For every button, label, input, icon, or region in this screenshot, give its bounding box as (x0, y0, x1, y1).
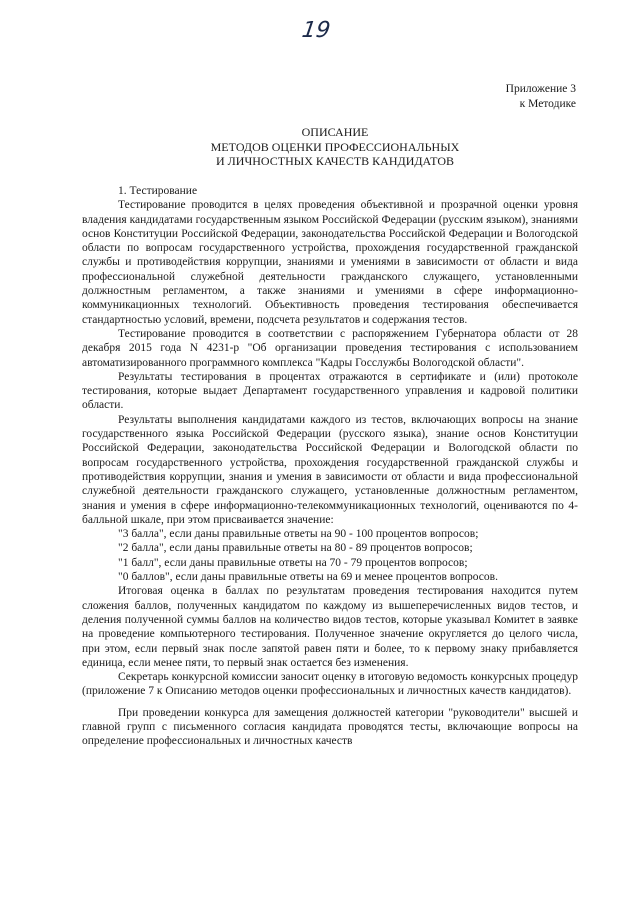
paragraph-leaders-tests: При проведении конкурса для замещения должностей категории "руководители" высшей и главной групп с письменного согласия кандидата проводятся тесты, включающие вопросы на определение профессиональных и личностных качеств (82, 706, 578, 748)
appendix-reference (506, 82, 576, 112)
paragraph-testing-results: Результаты тестирования в процентах отражаются в сертификате и (или) протоколе тестирования, которые выдает Департамент государственного управления и кадровой политики области. (82, 370, 578, 412)
appendix-line-2: к Методике (519, 98, 576, 110)
appendix-line-1: Приложение 3 (505, 83, 576, 95)
score-item: "3 балла", если даны правильные ответы на 90 - 100 процентов вопросов; (118, 528, 479, 541)
score-item: "1 балл", если даны правильные ответы на 70 - 79 процентов вопросов; (118, 556, 468, 569)
paragraph-scoring-scale: Результаты выполнения кандидатами каждого из тестов, включающих вопросы на знание государственного языка Российской Федерации (русского языка), знание основ Конституции Российской Федерации, законодательства Российской Федерации и Вологодской области по вопросам государственного устройства, прохождения государственной гражданской службы и противодействия коррупции, знания и умения в зависимости от области и вида профессиональной служебной деятельности гражданского служащего, установленные должностным регламентом, знания и умения в сфере информационно-телекоммуникационных технологий, оцениваются по 4-балльной шкале, при этом присваивается значение: (82, 413, 578, 526)
title-line-1: ОПИСАНИЕ (301, 125, 369, 139)
title-line-2: МЕТОДОВ ОЦЕНКИ ПРОФЕССИОНАЛЬНЫХ (210, 139, 460, 154)
paragraph-testing-purpose: Тестирование проводится в целях проведения объективной и прозрачной оценки уровня владения кандидатами государственным языком Российской Федерации (русским языком), знаниями основ Конституции Российской Федерации, законодательства Российской Федерации и Вологодской области по вопросам государственного устройства, прохождения государственной гражданской службы и противодействия коррупции, знаниями и умениями в зависимости от области и вида профессиональной служебной деятельности гражданского служащего, установленными должностным регламентом, а также знаниями и умениями в сфере информационно-коммуникационных технологий. Объективность проведения тестирования обеспечивается стандартностью условий, времени, подсчета результатов и содержания тестов. (82, 199, 578, 326)
page-number: 19 (300, 18, 332, 43)
score-item: "0 баллов", если даны правильные ответы на 69 и менее процентов вопросов. (118, 571, 498, 584)
paragraph-final-score: Итоговая оценка в баллах по результатам проведения тестирования находится путем сложения баллов, полученных кандидатом по каждому из вышеперечисленных видов тестов, и деления полученной суммы баллов на количество видов тестов, которые указывал Комитет в заявке на проведение компьютерного тестирования. Полученное значение округляется до целого числа, при этом, если первый знак после запятой равен пяти и более, то к первому знаку прибавляется единица, если менее пяти, то первый знак остается без изменения. (82, 585, 578, 669)
document-title (100, 125, 570, 169)
paragraph-secretary: Секретарь конкурсной комиссии заносит оценку в итоговую ведомость конкурсных процедур (приложение 7 к Описанию методов оценки профессиональных и личностных качеств кандидатов). (82, 671, 578, 698)
score-item: "2 балла", если даны правильные ответы на 80 - 89 процентов вопросов; (118, 542, 473, 555)
document-body (82, 184, 578, 749)
title-line-3: И ЛИЧНОСТНЫХ КАЧЕСТВ КАНДИДАТОВ (215, 154, 455, 168)
section-heading: 1. Тестирование (118, 185, 198, 197)
paragraph-testing-order: Тестирование проводится в соответствии с распоряжением Губернатора области от 28 декабря 2015 года N 4231-р "Об организации проведения тестирования с использованием автоматизированного программного комплекса "Кадры Госслужбы Вологодской области". (82, 327, 578, 369)
